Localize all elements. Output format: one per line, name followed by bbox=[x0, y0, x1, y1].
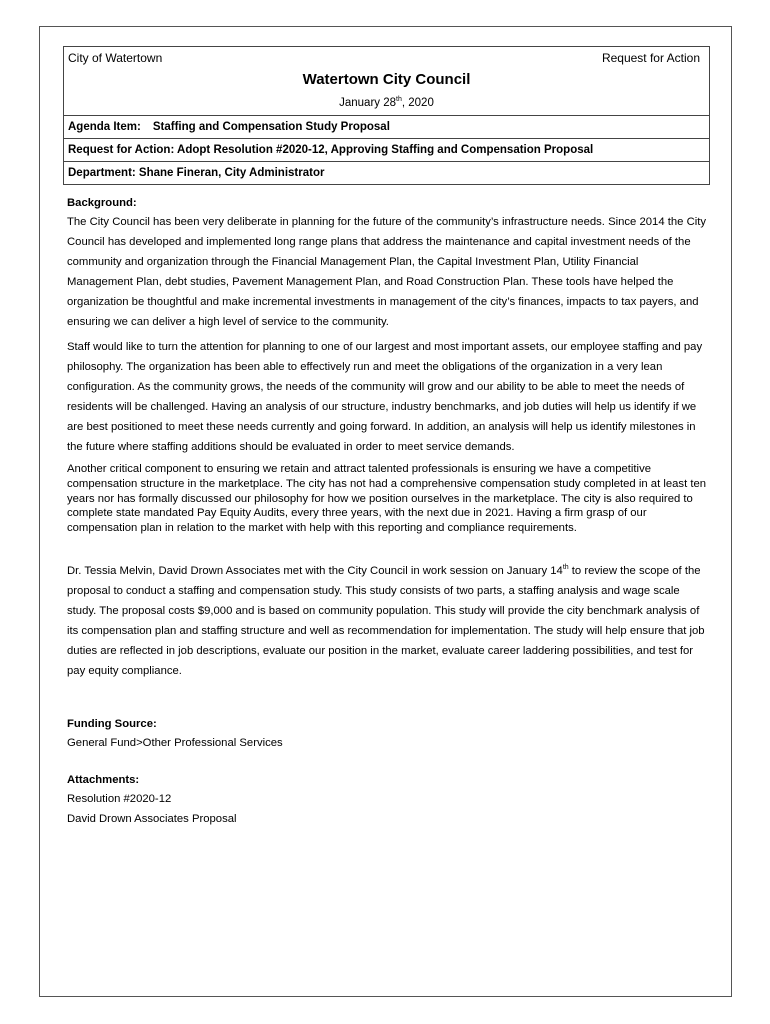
background-paragraph-3: Another critical component to ensuring we retain and attract talented professionals is ensuring we have a competitive compensation structure in the marketplace. The city has not had a comprehensive compensation study completed in at least ten years nor has formally discussed our philosophy for how we position ourselves in the marketplace. The city is also required to complete state mandated Pay Equity Audits, every three years, with the next due in 2021. Having a firm grasp of our compensation plan in relation to the market with help with this reporting and compliance requirements. bbox=[67, 463, 707, 535]
header-table bbox=[63, 46, 710, 185]
request-type: Request for Action bbox=[601, 51, 700, 65]
funding-value: General Fund>Other Professional Services bbox=[67, 736, 283, 749]
funding-heading: Funding Source: bbox=[67, 717, 157, 730]
background-paragraph-4 bbox=[67, 558, 707, 681]
meeting-date-year: , 2020 bbox=[401, 96, 434, 109]
header-top bbox=[64, 47, 709, 116]
background-paragraph-2: Staff would like to turn the attention for planning to one of our largest and most important assets, our employee staffing and pay philosophy. The organization has been able to effectively run and meet the obligations of the organization in a very lean configuration. As the community grows, the needs of the community will grow and our ability to be able to meet the needs of residents will be challenged. Having an analysis of our structure, industry benchmarks, and job duties will help us identify if we are best positioned to meet these needs currently and going forward. In addition, an analysis will help us identify milestones in the future where staffing additions should be evaluated in order to meet service demands. bbox=[67, 341, 703, 453]
attachments-heading: Attachments: bbox=[67, 773, 140, 786]
department-row: Department: Shane Fineran, City Administrator bbox=[68, 167, 325, 179]
attachment-item: Resolution #2020-12 bbox=[67, 792, 172, 805]
paragraph-4-start: Dr. Tessia Melvin, David Drown Associates met with the City Council in work session on January 14 bbox=[67, 564, 563, 577]
document-body bbox=[67, 194, 707, 847]
city-name: City of Watertown bbox=[68, 51, 163, 65]
request-for-action-row: Request for Action: Adopt Resolution #2020-12, Approving Staffing and Compensation Proposal bbox=[64, 139, 709, 162]
page-title: Watertown City Council bbox=[302, 71, 471, 88]
paragraph-4-end: to review the scope of the proposal to conduct a staffing and compensation study. This study consists of two parts, a staffing analysis and wage scale study. The proposal costs $9,000 and is based on community population. This study will provide the city benchmark analysis of its compensation plan and staffing structure and well as recommendation for implementation. The study will help ensure that job duties are reflected in job descriptions, evaluate our position in the market, evaluate career laddering possibilities, and test for pay equity compliance. bbox=[67, 564, 705, 677]
attachments-section bbox=[67, 771, 707, 829]
agenda-item-value: Staffing and Compensation Study Proposal bbox=[152, 121, 390, 133]
background-paragraph-1: The City Council has been very deliberate in planning for the future of the community’s infrastructure needs. Since 2014 the City Council has developed and implemented long range plans that address the maintenance and capital investment needs of the community and organization through the Financial Management Plan, the Capital Investment Plan, Utility Financial Management Plan, debt studies, Pavement Management Plan, and Road Construction Plan. These tools have helped the organization be thoughtful and make incremental investments in management of the city’s finances, impacts to tax payers, and ensuring we can deliver a high level of service to the community. bbox=[67, 216, 707, 328]
paragraph-4-sup: th bbox=[562, 563, 569, 571]
meeting-date-suffix: th bbox=[396, 96, 402, 103]
meeting-date bbox=[64, 96, 709, 109]
background-heading: Background: bbox=[67, 197, 137, 209]
agenda-item-row bbox=[64, 116, 709, 139]
attachment-item: David Drown Associates Proposal bbox=[67, 812, 237, 825]
agenda-item-label: Agenda Item: bbox=[68, 121, 141, 133]
funding-section bbox=[67, 715, 707, 753]
meeting-date-day: January 28 bbox=[339, 96, 397, 109]
